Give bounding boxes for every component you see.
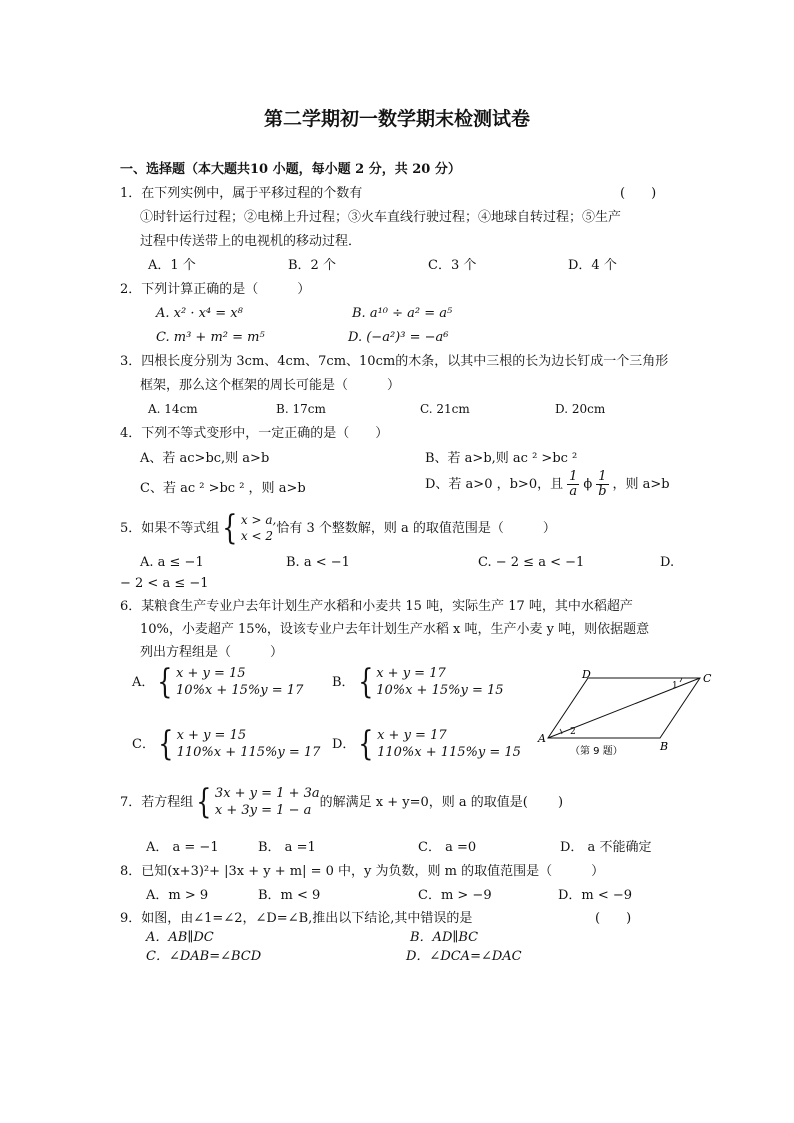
q1-option-b: B．2 个 — [288, 258, 336, 273]
brace-icon: { — [357, 662, 373, 702]
q6-b-label: B． — [332, 674, 355, 690]
q5-option-c: C. − 2 ≤ a < −1 — [478, 555, 585, 570]
section-heading: 一、选择题（本大题共10 小题，每小题 2 分，共 20 分） — [120, 162, 461, 177]
q2-option-b: B. a¹⁰ ÷ a² = a⁵ — [352, 306, 453, 321]
vertex-a-label: A — [538, 732, 546, 745]
q4-option-d — [425, 470, 670, 500]
brace-icon: { — [196, 782, 212, 822]
q1-line2: ①时针运行过程；②电梯上升过程；③火车直线行驶过程；④地球自转过程；⑤生产 — [140, 210, 622, 225]
angle-2-label: 2 — [570, 727, 576, 737]
q7-system-line2: x + 3y = 1 − a — [214, 803, 312, 818]
q4-option-c: C、若 ac ² >bc ² ，则 a>b — [140, 481, 306, 496]
q6-option-a — [132, 662, 304, 702]
q4-d-prefix: D、若 a>0 ，b>0，且 — [425, 477, 564, 493]
q1-option-a: A．1 个 — [148, 258, 196, 273]
q4-option-b: B、若 a>b,则 ac ² >bc ² — [425, 451, 578, 466]
q3-line2: 框架，那么这个框架的周长可能是（ ） — [140, 378, 401, 393]
q6-a-eq2: 10%x + 15%y = 17 — [176, 683, 304, 698]
q7-option-a: A． a = −1 — [146, 840, 219, 855]
q6-option-b — [332, 662, 504, 702]
q6-stem: 6．某粮食生产专业户去年计划生产水稻和小麦共 15 吨，实际生产 17 吨，其中水稻超产 — [120, 599, 633, 614]
q7-option-d: D． a 不能确定 — [560, 840, 652, 855]
q6-a-label: A． — [132, 674, 155, 690]
q9-option-d: D．∠DCA=∠DAC — [406, 949, 522, 964]
q9-stem: 9．如图，由∠1=∠2，∠D=∠B,推出以下结论,其中错误的是 — [120, 911, 473, 926]
q5-stem-suffix: 恰有 3 个整数解，则 a 的取值范围是（ ） — [276, 520, 556, 536]
q6-line2: 10%，小麦超产 15%，设该专业户去年计划生产水稻 x 吨，生产小麦 y 吨，则依据题意 — [140, 622, 650, 637]
q6-d-label: D． — [332, 736, 356, 752]
q2-option-d: D. (−a²)³ = −a⁶ — [348, 330, 449, 345]
q8-stem: 8．已知(x+3)²+ |3x + y + m| = 0 中，y 为负数，则 m 的取值范围是（ ） — [120, 864, 605, 879]
q6-c-eq2: 110%x + 115%y = 17 — [176, 745, 321, 760]
brace-icon: { — [222, 508, 238, 548]
q7-stem — [120, 782, 564, 822]
vertex-d-label: D — [582, 668, 591, 681]
q4-stem: 4．下列不等式变形中，一定正确的是（ ） — [120, 426, 389, 441]
angle-1-label: 1 — [672, 681, 678, 691]
q4-d-phi: ϕ — [583, 477, 593, 493]
q5-system-line2: x < 2 — [240, 529, 274, 543]
q5-option-a: A. a ≤ −1 — [140, 555, 204, 570]
q9-option-c: C．∠DAB=∠BCD — [146, 949, 262, 964]
q6-d-eq1: x + y = 17 — [377, 728, 447, 743]
q1-option-d: D．4 个 — [568, 258, 617, 273]
q6-d-eq2: 110%x + 115%y = 15 — [377, 745, 521, 760]
fraction-numerator: 1 — [569, 469, 578, 484]
q9-option-b: B．AD∥BC — [410, 930, 479, 945]
q6-b-eq2: 10%x + 15%y = 15 — [376, 683, 504, 698]
q5-stem — [120, 508, 556, 548]
q9-option-a: A．AB∥DC — [146, 930, 214, 945]
q1-option-c: C．3 个 — [428, 258, 477, 273]
q7-option-c: C． a =0 — [418, 840, 477, 855]
brace-icon: { — [358, 724, 374, 764]
q3-option-a: A. 14cm — [148, 402, 198, 416]
q6-option-d — [332, 724, 521, 764]
q7-stem-suffix: 的解满足 x + y=0，则 a 的取值是( ) — [319, 794, 564, 810]
figure-caption: （第 9 题） — [570, 746, 623, 757]
q6-a-eq1: x + y = 15 — [176, 666, 246, 681]
q5-option-d-value: − 2 < a ≤ −1 — [120, 576, 209, 591]
q6-option-c — [132, 724, 321, 764]
q5-system-line1: x > a, — [240, 513, 277, 527]
vertex-b-label: B — [660, 740, 669, 753]
brace-icon: { — [158, 724, 174, 764]
q7-option-b: B． a =1 — [258, 840, 316, 855]
q3-option-d: D. 20cm — [555, 402, 606, 416]
q3-option-b: B. 17cm — [276, 402, 326, 416]
fraction-numerator: 1 — [598, 469, 607, 484]
q6-b-eq1: x + y = 17 — [376, 666, 446, 681]
q3-stem: 3．四根长度分别为 3cm、4cm、7cm、10cm的木条，以其中三根的长为边长钉成一个三角形 — [120, 354, 669, 369]
q6-c-eq1: x + y = 15 — [176, 728, 247, 743]
q8-option-b: B．m < 9 — [258, 888, 321, 903]
q4-d-fraction-2 — [596, 470, 608, 500]
q1-line3: 过程中传送带上的电视机的移动过程． — [140, 234, 362, 249]
q2-stem: 2．下列计算正确的是（ ） — [120, 282, 311, 297]
parallelogram-figure — [530, 668, 720, 758]
brace-icon: { — [157, 662, 173, 702]
q3-option-c: C. 21cm — [420, 402, 470, 416]
q8-option-d: D．m < −9 — [558, 888, 633, 903]
q6-line3: 列出方程组是（ ） — [140, 645, 284, 660]
page-title: 第二学期初一数学期末检测试卷 — [263, 108, 530, 130]
q1-answer-bracket: ( ) — [620, 186, 657, 201]
q9-answer-bracket: ( ) — [595, 911, 632, 926]
vertex-c-label: C — [703, 672, 712, 685]
q5-stem-prefix: 5．如果不等式组 — [120, 520, 220, 536]
q4-d-suffix: ，则 a>b — [612, 477, 670, 493]
fraction-denominator: a — [569, 484, 578, 500]
q8-option-a: A．m > 9 — [146, 888, 209, 903]
q7-system-line1: 3x + y = 1 + 3a — [214, 786, 320, 801]
q8-option-c: C．m > −9 — [418, 888, 492, 903]
q7-stem-prefix: 7．若方程组 — [120, 794, 194, 810]
q4-d-fraction-1 — [567, 470, 579, 500]
q1-stem: 1．在下列实例中，属于平移过程的个数有 — [120, 186, 363, 201]
q4-option-a: A、若 ac>bc,则 a>b — [140, 451, 270, 466]
q2-option-a: A. x² · x⁴ = x⁸ — [156, 306, 243, 321]
fraction-denominator: b — [598, 484, 607, 500]
q5-option-b: B. a < −1 — [286, 555, 350, 570]
q5-option-d: D. — [660, 555, 675, 570]
q6-c-label: C． — [132, 736, 155, 752]
q2-option-c: C. m³ + m² = m⁵ — [156, 330, 265, 345]
